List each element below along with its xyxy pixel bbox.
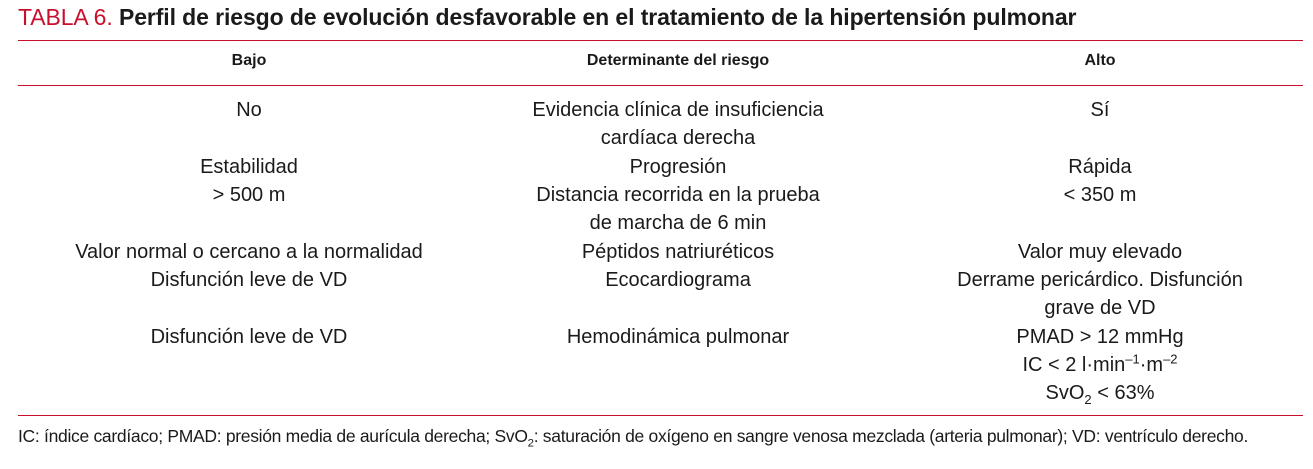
cell-alto [910, 323, 1290, 407]
cell-determinante: Distancia recorrida en la prueba de marcha de 6 min [536, 184, 820, 234]
cell-bajo: Valor normal o cercano a la normalidad [75, 241, 423, 263]
cell-bajo: Disfunción leve de VD [150, 326, 348, 348]
table-footnote: IC: índice cardíaco; PMAD: presión media de aurícula derecha; SvO$_2$: saturación de oxígeno en sangre venosa mezclada (arteria pulmonar); VD: ventrículo derecho. [18, 426, 1249, 450]
bottom-rule [18, 415, 1303, 416]
cell-determinante: Progresión [629, 156, 727, 178]
alto-svo2: SvO$_2$ < 63% [1045, 382, 1155, 407]
header-determinante: Determinante del riesgo [586, 52, 770, 69]
header-alto: Alto [1084, 52, 1116, 69]
cell-determinante: Péptidos natriuréticos [581, 241, 775, 263]
cell-bajo: Estabilidad [200, 156, 298, 178]
cell-determinante: Hemodinámica pulmonar [566, 326, 790, 348]
cell-alto: Valor muy elevado [1017, 241, 1183, 263]
alto-pmad: PMAD > 12 mmHg [1016, 326, 1184, 348]
cell-bajo: > 500 m [212, 184, 286, 206]
table-label: TABLA 6. [18, 4, 113, 30]
table-title-text: Perfil de riesgo de evolución desfavorable en el tratamiento de la hipertensión pulmonar [118, 4, 1077, 30]
cell-alto: Sí [1090, 99, 1110, 121]
cell-determinante: Ecocardiograma [605, 269, 751, 291]
header-bajo: Bajo [231, 52, 267, 69]
top-rule [18, 40, 1303, 41]
table-title [18, 4, 1076, 31]
cell-determinante: Evidencia clínica de insuficiencia cardíaca derecha [532, 99, 824, 149]
cell-alto: < 350 m [1063, 184, 1137, 206]
cell-alto: Rápida [1068, 156, 1132, 178]
cell-alto: Derrame pericárdico. Disfunción grave de VD [957, 269, 1243, 319]
cell-bajo: Disfunción leve de VD [150, 269, 348, 291]
cell-bajo: No [236, 99, 262, 121]
alto-ic: IC < 2 $l\cdot\min^{-1}\cdot m^{-2}$ [1022, 351, 1178, 376]
header-rule [18, 85, 1303, 86]
